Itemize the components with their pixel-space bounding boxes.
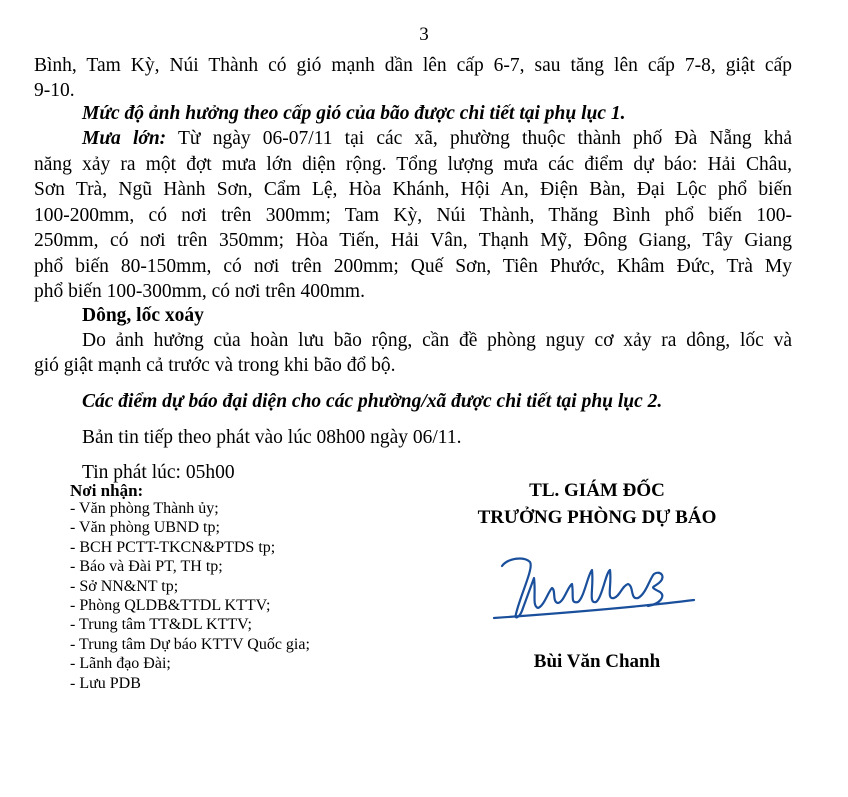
heavy-rain-line-5: 250mm, có nơi trên 350mm; Hòa Tiến, Hải Vân, Thạnh Mỹ, Đông Giang, Tây Giang [34,230,792,251]
heavy-rain-line-1-text: Từ ngày 06-07/11 tại các xã, phường thuộc thành phố Đà Nẵng khả [166,128,792,149]
heavy-rain-label: Mưa lớn: [82,128,167,149]
signature-main-stroke [502,559,662,618]
issued-time: Tin phát lúc: 05h00 [82,462,235,483]
signature-strokes [494,559,694,618]
heavy-rain-line-6: phổ biến 80-150mm, có nơi trên 200mm; Quế Sơn, Tiên Phước, Khâm Đức, Trà My [34,256,792,277]
paragraph-wind-line-2: 9-10. [34,80,75,101]
next-bulletin: Bản tin tiếp theo phát vào lúc 08h00 ngày 06/11. [82,427,462,448]
recipient-item: - Văn phòng Thành ủy; [70,500,219,517]
heavy-rain-line-4: 100-200mm, có nơi trên 300mm; Tam Kỳ, Núi Thành, Thăng Bình phổ biến 100- [34,205,792,226]
heavy-rain-line-2: năng xảy ra một đợt mưa lớn diện rộng. Tổng lượng mưa các điểm dự báo: Hải Châu, [34,154,792,175]
heavy-rain-line-7: phổ biến 100-300mm, có nơi trên 400mm. [34,281,365,302]
thunderstorm-line-1: Do ảnh hưởng của hoàn lưu bão rộng, cần đề phòng nguy cơ xảy ra dông, lốc và [82,330,792,351]
recipient-item: - Báo và Đài PT, TH tp; [70,558,223,576]
recipient-item: - Trung tâm Dự báo KTTV Quốc gia; [70,635,310,653]
signature-title-line-1: TL. GIÁM ĐỐC [529,480,665,501]
recipient-item: - Sở NN&NT tp; [70,577,179,595]
heavy-rain-line-1 [82,126,792,151]
heavy-rain-line-3: Sơn Trà, Ngũ Hành Sơn, Cẩm Lệ, Hòa Khánh, Hội An, Điện Bàn, Đại Lộc phổ biến [34,179,792,200]
signature-title-line-2: TRƯỞNG PHÒNG DỰ BÁO [477,507,717,528]
recipient-item: - Trung tâm TT&DL KTTV; [70,616,252,634]
signer-name: Bùi Văn Chanh [533,651,661,672]
forecast-points-note: Các điểm dự báo đại diện cho các phường/xã được chi tiết tại phụ lục 2. [82,391,663,412]
recipient-item: - BCH PCTT-TKCN&PTDS tp; [70,538,276,556]
thunderstorm-line-2: gió giật mạnh cả trước và trong khi bão đổ bộ. [34,355,396,376]
handwritten-signature [490,548,700,628]
recipients-list [70,499,310,693]
recipient-item: - Văn phòng UBND tp; [70,519,220,537]
recipient-item: - Phòng QLDB&TTDL KTTV; [70,597,271,615]
recipient-item: - Lãnh đạo Đài; [70,655,171,673]
recipients-title: Nơi nhận: [70,481,144,500]
recipient-item: - Lưu PDB [70,674,141,692]
paragraph-wind-line-1: Bình, Tam Kỳ, Núi Thành có gió mạnh dần lên cấp 6-7, sau tăng lên cấp 7-8, giật cấp [34,55,792,76]
thunderstorm-heading: Dông, lốc xoáy [82,305,204,326]
page-number: 3 [419,24,429,45]
wind-appendix-note: Mức độ ảnh hưởng theo cấp gió của bão được chi tiết tại phụ lục 1. [82,103,626,124]
